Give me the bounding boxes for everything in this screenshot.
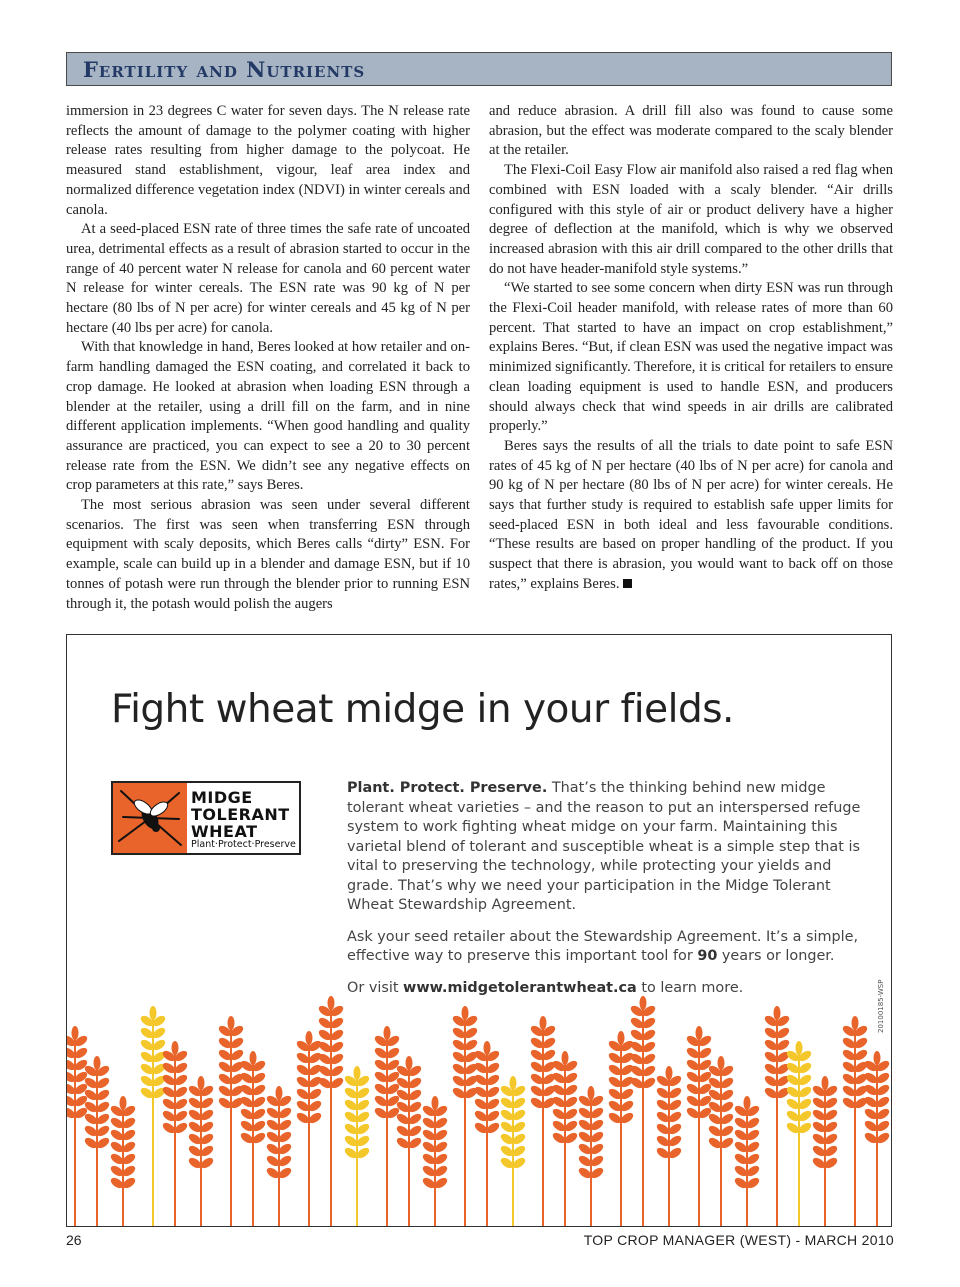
wheat-stalk: [841, 1016, 869, 1227]
wheat-stalk: [733, 1096, 761, 1227]
wheat-stalk: [607, 1031, 635, 1227]
ad-paragraph: [347, 928, 867, 967]
wheat-illustration: [67, 993, 892, 1227]
ad-credit: 20100185-WSP: [877, 979, 885, 1033]
wheat-stalk: [499, 1076, 527, 1227]
wheat-stalk: [295, 1031, 323, 1227]
wheat-stalk: [551, 1051, 579, 1227]
ad-headline: Fight wheat midge in your fields.: [111, 687, 734, 732]
wheat-stalk: [395, 1056, 423, 1227]
article-paragraph: immersion in 23 degrees C water for seven days. The N release rate reflects the amount of damage to the polymer coating with higher release rates resulting from higher damage to the polycoat. He measured stand establishment, vigour, leaf area index and normalized difference vegetation index (NDVI) in winter cereals and canola.: [66, 103, 470, 218]
article-paragraph: “We started to see some concern when dirty ESN was run through the Flexi-Coil header manifold, with release rates of more than 60 percent. That started to have an impact on crop establishment,” explains Beres. “But, if clean ESN was used the negative impact was minimized significantly. Therefore, it is critical for retailers to ensure clean loading equipment is used to handle ESN, and producers should always check that wind speeds in air drills are calibrated properly.”: [489, 280, 893, 435]
wheat-stalk: [473, 1041, 501, 1227]
wheat-stalk: [187, 1076, 215, 1227]
section-header-bar: [66, 52, 892, 86]
wheat-stalk: [785, 1041, 813, 1227]
article-paragraph-text: Beres says the results of all the trials to date point to safe ESN rates of 45 kg of N per hectare (40 lbs of N per acre) for canola and 90 kg of N per hectare (80 lbs of N per acre) for winter cereals. He says that further study is required to establish safe upper limits for seed-placed ESN in both ideal and less favourable conditions. “These results are based on proper handling of the product. If you suspect that there is abrasion, you would want to back off on those rates,” explains Beres.: [489, 437, 893, 592]
advertisement: [66, 634, 892, 1227]
wheat-stalk: [373, 1026, 401, 1227]
wheat-stalk: [83, 1056, 111, 1227]
article-paragraph: The most serious abrasion was seen under several different scenarios. The first was seen when transferring ESN through equipment with scaly deposits, which Beres calls “dirty” ESN. For example, scale can build up in a blender and damage ESN, but if 10 tonnes of potash were run through the blender prior to running ESN through it, the potash would polish the augers: [66, 497, 470, 612]
ad-text: Or visit: [347, 979, 404, 996]
article-right-column: [489, 102, 893, 595]
wheat-stalk: [451, 1006, 479, 1227]
wheat-stalk: [421, 1096, 449, 1227]
wheat-stalk: [317, 996, 345, 1227]
wheat-stalk: [577, 1086, 605, 1227]
logo-tagline: Plant·Protect·Preserve: [191, 839, 296, 850]
midge-tolerant-wheat-logo: [111, 781, 301, 855]
ad-years: 90: [697, 948, 718, 964]
logo-line: WHEAT: [191, 822, 258, 841]
article-paragraph: At a seed-placed ESN rate of three times the safe rate of uncoated urea, detrimental effects as a result of abrasion started to occur in the range of 40 percent water N release for canola and 60 percent water N release for winter cereals. The ESN rate was 90 kg of N per hectare (80 lbs of N per acre) for winter cereals and 45 kg of N per hectare (40 lbs per acre) for canola.: [66, 221, 470, 336]
ad-body: [347, 779, 867, 1010]
wheat-stalk: [863, 1051, 891, 1227]
section-title: Fertility and Nutrients: [83, 57, 366, 82]
article-paragraph: [489, 437, 893, 595]
ad-text: That’s the thinking behind new midge tolerant wheat varieties – and the reason to put an interspersed refuge system to work fighting wheat midge on your farm. Maintaining this varietal blend of tolerant and susceptible wheat is a simple step that is vital to preserving the technology, while protecting your yields and grade. That’s why we need your participation in the Midge Tolerant Wheat Stewardship Agreement.: [347, 780, 861, 913]
page-number: 26: [66, 1232, 82, 1248]
wheat-stalk: [217, 1016, 245, 1227]
logo-text: [191, 789, 290, 840]
end-mark-icon: [623, 579, 632, 588]
ad-text: years or longer.: [717, 948, 835, 964]
publication-footer: TOP CROP MANAGER (WEST) - MARCH 2010: [583, 1232, 894, 1248]
wheat-stalk: [139, 1006, 167, 1227]
wheat-stalk: [343, 1066, 371, 1227]
wheat-stalk: [629, 996, 657, 1227]
ad-text: Ask your seed retailer about the Stewardship Agreement. It’s a simple, effective way to preserve this important tool for: [347, 928, 859, 964]
article-left-column: [66, 102, 470, 614]
wheat-stalk: [763, 1006, 791, 1227]
article-paragraph: With that knowledge in hand, Beres looked at how retailer and on-farm handling damaged the ESN coating, and correlated it back to crop damage. He looked at abrasion when loading ESN through a blender at the retailer, using a drill fill on the farm, and in nine different application implements. “When good handling and quality assurance are practiced, you can expect to see a 20 to 30 percent release rate from the ESN. We didn’t see any negative effects on crop parameters at this rate,” says Beres.: [66, 339, 470, 494]
ad-paragraph: [347, 779, 867, 916]
ad-website-link[interactable]: www.midgetolerantwheat.ca: [403, 979, 637, 996]
wheat-stalk: [109, 1096, 137, 1227]
wheat-stalk: [239, 1051, 267, 1227]
wheat-stalk: [161, 1041, 189, 1227]
article-paragraph: and reduce abrasion. A drill fill also was found to cause some abrasion, but the effect was moderate compared to the scaly blender at the retailer.: [489, 103, 893, 159]
wheat-stalk: [655, 1066, 683, 1227]
midge-insect-icon: [113, 783, 187, 853]
article-paragraph: The Flexi-Coil Easy Flow air manifold also raised a red flag when combined with ESN loaded with a scaly blender. “Air drills configured with this style of air or product delivery have a higher degree of deflection at the manifold, which is why we observed increased abrasion with this air drill compared to the other drills that do not have header-manifold style systems.”: [489, 162, 893, 277]
wheat-stalk: [685, 1026, 713, 1227]
ad-lead: Plant. Protect. Preserve.: [347, 780, 548, 796]
wheat-stalk: [529, 1016, 557, 1227]
wheat-stalk: [265, 1086, 293, 1227]
wheat-stalk: [707, 1056, 735, 1227]
ad-text: to learn more.: [636, 979, 744, 996]
wheat-stalk: [811, 1076, 839, 1227]
logo-line: MIDGE: [191, 788, 253, 807]
logo-line: TOLERANT: [191, 805, 290, 824]
